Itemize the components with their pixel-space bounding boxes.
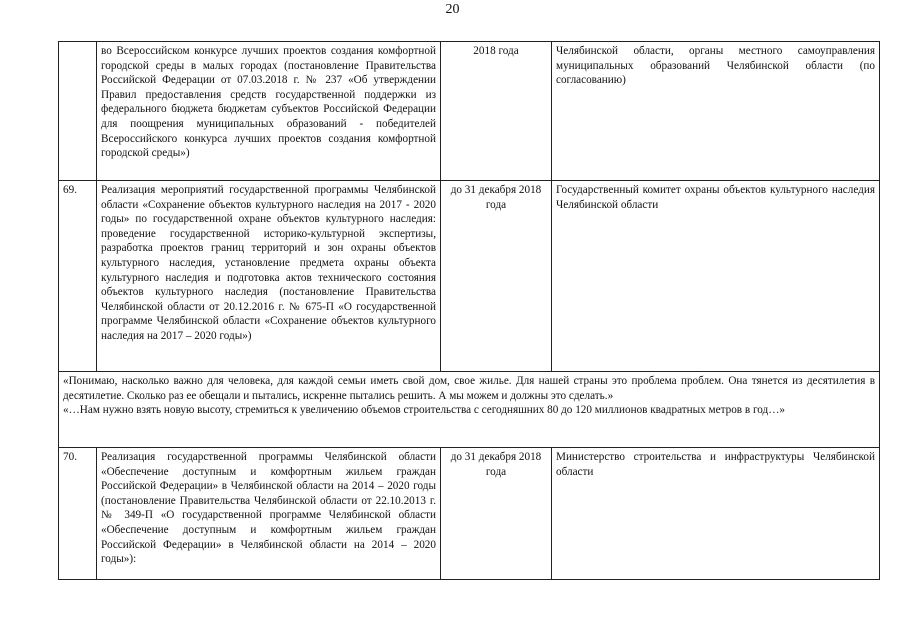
table-row	[59, 448, 880, 580]
row-description: во Всероссийском конкурсе лучших проектов создания комфортной городской среды в малых городах (постановление Правительства Российской Федерации от 07.03.2018 г. № 237 «Об утверждении Правил предоставления средств государственной поддержки из федерального бюджета бюджетам субъектов Российской Федерации для поощрения муниципальных образований - победителей Всероссийского конкурса лучших проектов создания комфортной городской среды»)	[97, 42, 441, 181]
row-responsible: Государственный комитет охраны объектов культурного наследия Челябинской области	[552, 181, 880, 372]
row-number: 69.	[59, 181, 97, 372]
row-description: Реализация мероприятий государственной программы Челябинской области «Сохранение объектов культурного наследия на 2017 - 2020 годы» по государственной охране объектов культурного наследия: проведение государственной историко-культурной экспертизы, разработка проектов границ территорий и зон охраны объектов культурного наследия, установление предмета охраны объекта культурного наследия и подготовка актов технического состояния объектов культурного наследия (постановление Правительства Челябинской области от 20.12.2016 г. № 675-П «О государственной программе Челябинской области «Сохранение объектов культурного наследия на 2017 – 2020 годы»)	[97, 181, 441, 372]
quote-paragraph-2: «…Нам нужно взять новую высоту, стремиться к увеличению объемов строительства с сегодняшних 80 до 120 миллионов квадратных метров в год…»	[63, 404, 785, 417]
row-number: 70.	[59, 448, 97, 580]
table-row	[59, 42, 880, 181]
row-responsible: Министерство строительства и инфраструктуры Челябинской области	[552, 448, 880, 580]
quote-row	[59, 372, 880, 448]
row-deadline: 2018 года	[441, 42, 552, 181]
quote-cell	[59, 372, 880, 448]
row-description: Реализация государственной программы Челябинской области «Обеспечение доступным и комфортным жильем граждан Российской Федерации» в Челябинской области на 2014 – 2020 годы (постановление Правительства Челябинской области от 22.10.2013 г. № 349-П «О государственной программе Челябинской области «Обеспечение доступным и комфортным жильем граждан Российской Федерации» в Челябинской области на 2014 – 2020 годы»):	[97, 448, 441, 580]
table-row	[59, 181, 880, 372]
measures-table	[58, 41, 880, 580]
row-deadline: до 31 декабря 2018 года	[441, 181, 552, 372]
row-number	[59, 42, 97, 181]
row-responsible: Челябинской области, органы местного самоуправления муниципальных образований Челябинской области (по согласованию)	[552, 42, 880, 181]
quote-paragraph-1: «Понимаю, насколько важно для человека, для каждой семьи иметь свой дом, свое жилье. Для нашей страны это проблема проблем. Она тянется из десятилетия в десятилетие. Сколько раз ее обещали и пытались, искренне пытались решить. А мы можем и должны это сделать.»	[63, 375, 875, 402]
page-number: 20	[445, 2, 460, 17]
row-deadline: до 31 декабря 2018 года	[441, 448, 552, 580]
